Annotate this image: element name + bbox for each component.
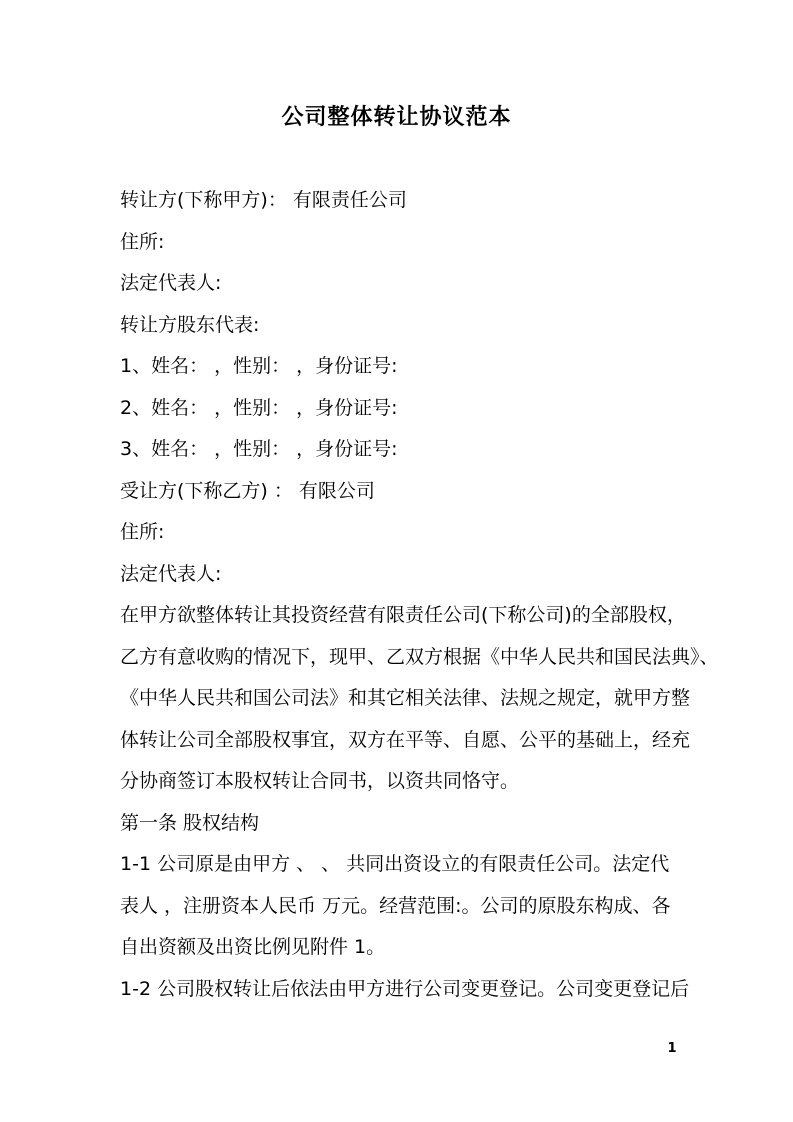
transferee-legal-rep-line: 法定代表人:	[120, 562, 222, 585]
clause-1-2	[120, 969, 690, 1011]
shareholder-rep-3: 3、姓名： ，性别： ，身份证号:	[120, 438, 398, 460]
preamble-line: 《中华人民共和国公司法》和其它相关法律、法规之规定，就甲方整	[120, 687, 691, 709]
clause-1-1	[120, 844, 680, 969]
document-body	[120, 180, 719, 1010]
transferee-line: 受让方(下称乙方) ： 有限公司	[120, 479, 375, 502]
preamble-line: 分协商签订本股权转让合同书，以资共同恪守。	[120, 770, 520, 792]
preamble-line: 乙方有意收购的情况下，现甲、乙双方根据《中华人民共和国民法典》、	[120, 645, 719, 668]
preamble-line: 在甲方欲整体转让其投资经营有限责任公司(下称公司)的全部股权，	[120, 604, 686, 626]
clause-line: 1-1 公司原是由甲方 、 、 共同出资设立的有限责任公司。法定代	[120, 853, 670, 875]
page-number: 1	[667, 1041, 677, 1056]
clause-line: 自出资额及出资比例见附件 1。	[120, 936, 386, 958]
transferor-legal-rep-line: 法定代表人:	[120, 272, 222, 294]
transferee-address-line: 住所:	[120, 521, 165, 543]
preamble-line: 体转让公司全部股权事宜，双方在平等、自愿、公平的基础上，经充	[120, 728, 691, 751]
preamble-paragraph	[120, 595, 719, 803]
shareholder-rep-1: 1、姓名： ，性别： ，身份证号:	[120, 355, 398, 377]
article-1-heading: 第一条 股权结构	[120, 811, 260, 834]
shareholder-rep-2: 2、姓名： ，性别： ，身份证号:	[120, 396, 398, 419]
clause-line: 表人 ，注册资本人民币 万元。经营范围:。公司的原股东构成、各	[120, 894, 671, 917]
document-title: 公司整体转让协议范本	[281, 105, 512, 130]
transferor-address-line: 住所:	[120, 230, 165, 253]
transferor-line: 转让方(下称甲方)： 有限责任公司	[120, 189, 407, 211]
shareholder-rep-heading: 转让方股东代表:	[120, 313, 260, 336]
clause-line: 1-2 公司股权转让后依法由甲方进行公司变更登记。公司变更登记后	[120, 977, 690, 1000]
